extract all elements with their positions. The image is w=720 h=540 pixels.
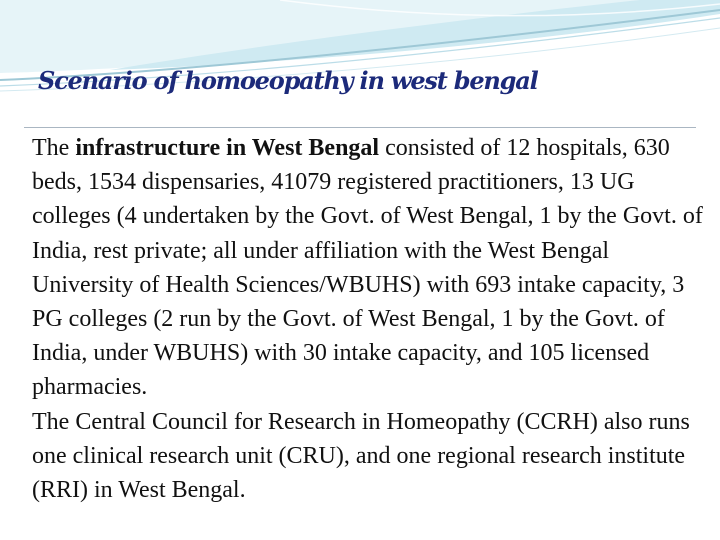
paragraph-infrastructure xyxy=(32,131,712,405)
title-divider xyxy=(24,127,696,128)
paragraph-bold-phrase: infrastructure in West Bengal xyxy=(75,135,380,161)
slide-body xyxy=(32,131,712,507)
paragraph-ccrh: The Central Council for Research in Homeopathy (CCRH) also runs one clinical research unit (CRU), and one regional research institute (RRI) in West Bengal. xyxy=(32,408,690,504)
paragraph-lead-text: The xyxy=(32,135,76,161)
paragraph-body-text: consisted of 12 hospitals, 630 beds, 1534 dispensaries, 41079 registered practitioners, 13 UG colleges (4 undertaken by the Govt. of West Bengal, 1 by the Govt. of India, rest private; all under affiliation with the West Bengal University of Health Sciences/WBUHS) with 693 intake capacity, 3 PG colleges (2 run by the Govt. of West Bengal, 1 by the Govt. of India, under WBUHS) with 30 intake capacity, and 105 licensed pharmacies. xyxy=(32,135,703,401)
slide-title: Scenario of homoeopathy in west bengal xyxy=(38,66,538,95)
